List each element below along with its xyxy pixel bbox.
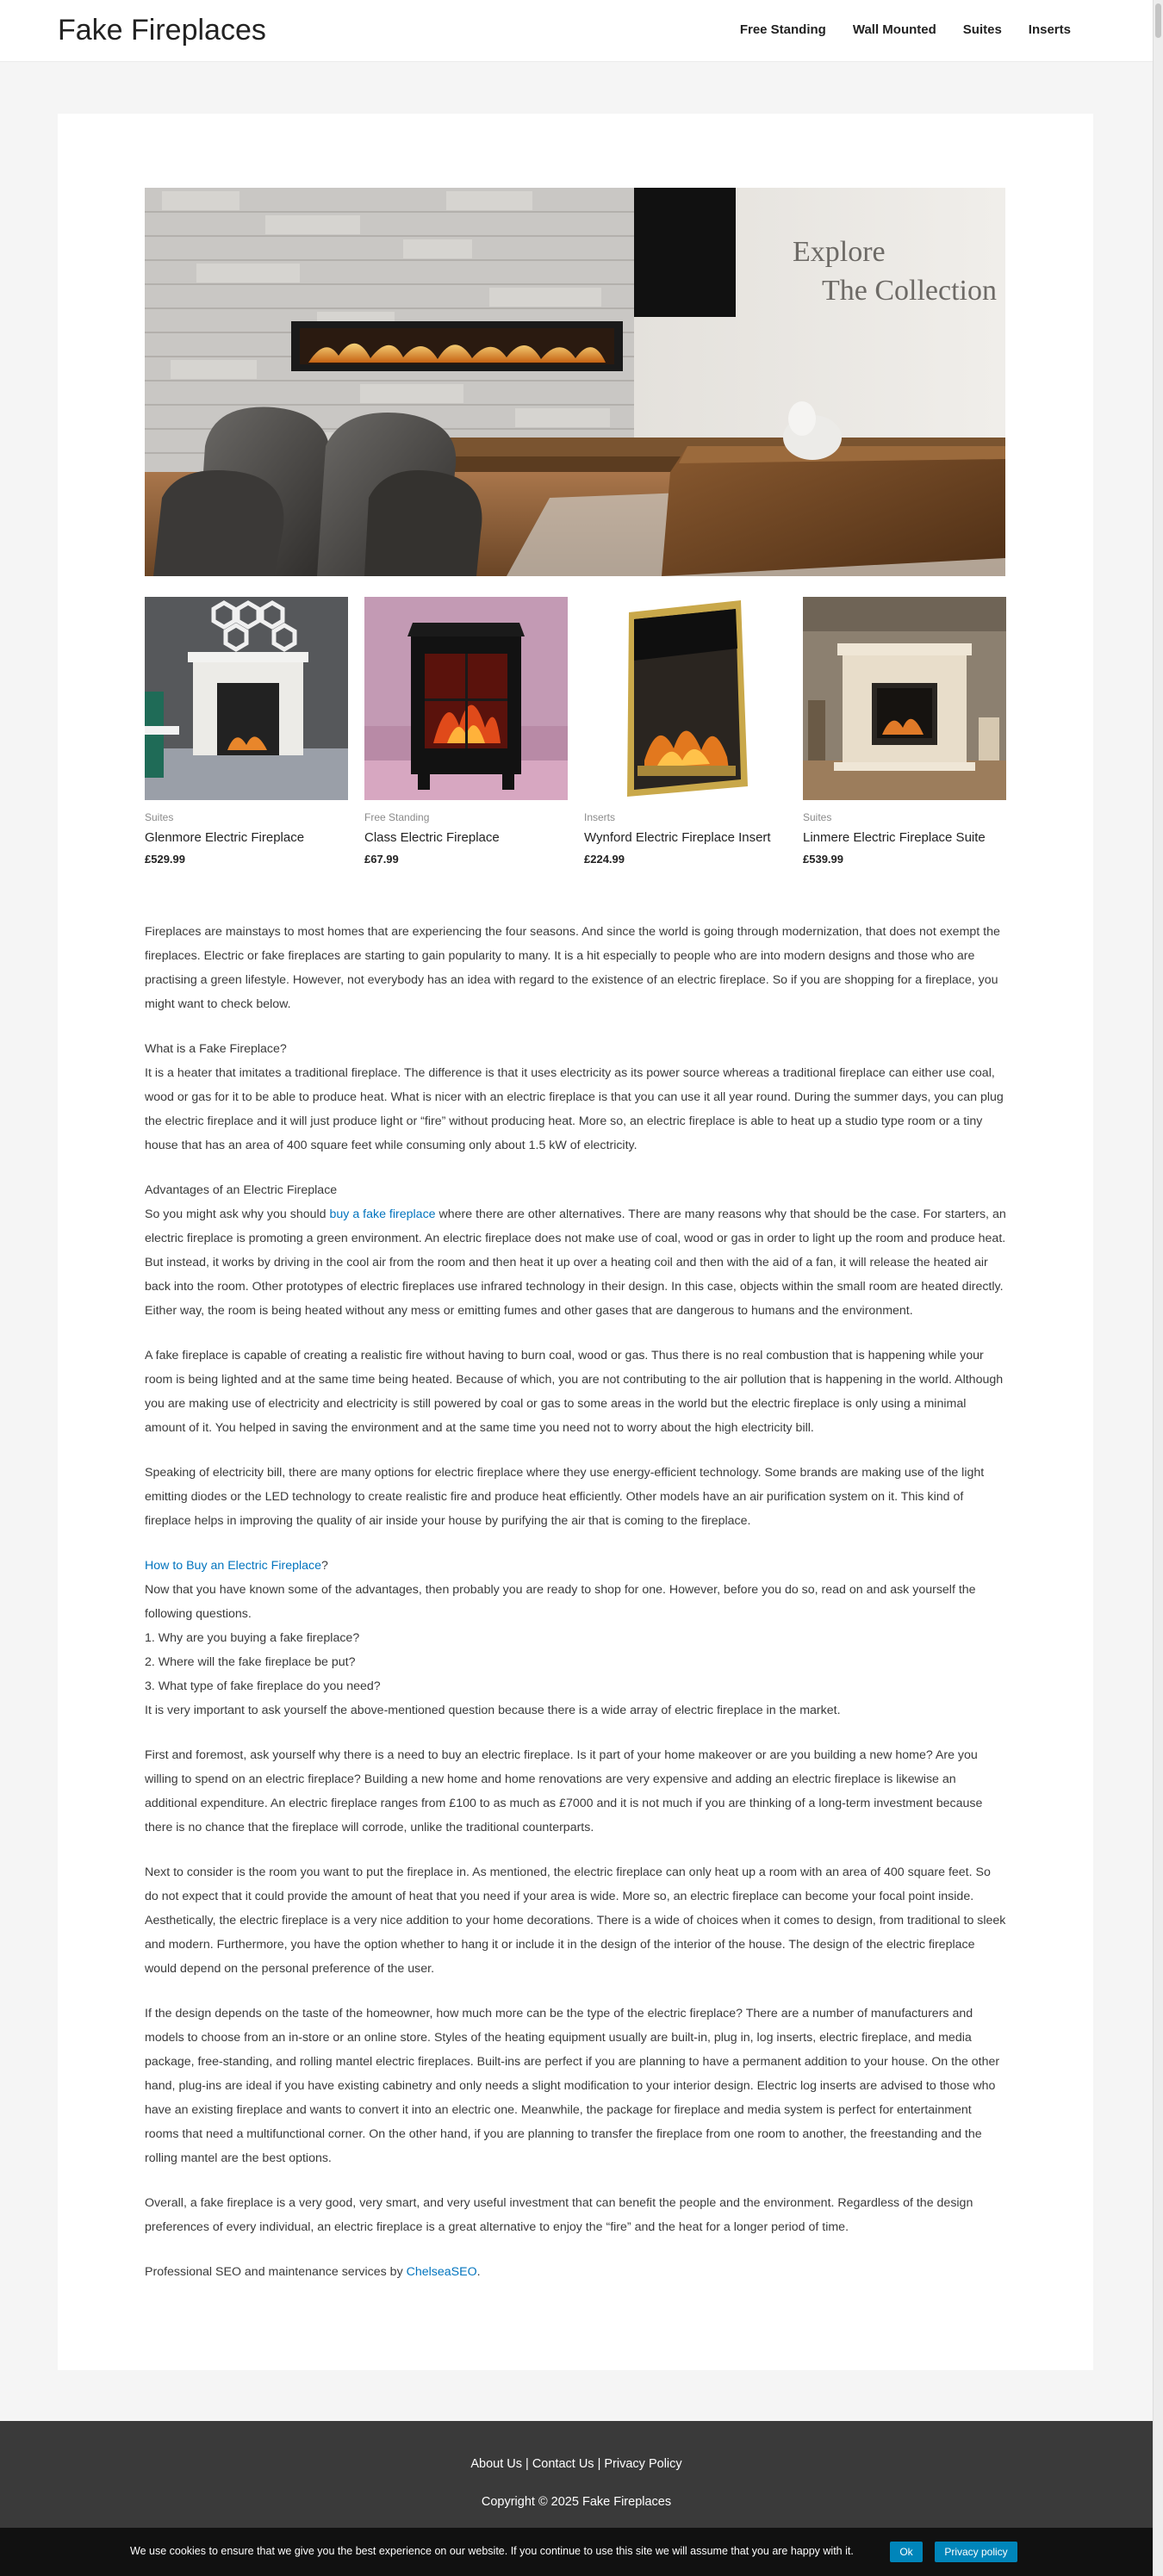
footer-separator: |: [522, 2457, 532, 2471]
product-price: £224.99: [584, 853, 625, 866]
product-category[interactable]: Suites: [145, 811, 174, 823]
product-card[interactable]: [584, 597, 787, 866]
main-nav: [713, 22, 1071, 37]
footer-about-link[interactable]: About Us: [470, 2457, 522, 2471]
site-header: [0, 0, 1153, 62]
product-card[interactable]: [364, 597, 568, 866]
product-price: £529.99: [145, 853, 185, 866]
heading-how-to-buy: [145, 1554, 1006, 1578]
product-name[interactable]: Linmere Electric Fireplace Suite: [803, 830, 986, 845]
footer-privacy-link[interactable]: Privacy Policy: [604, 2457, 682, 2471]
white-fireplace-suite-image[interactable]: [145, 597, 348, 800]
page-scrollbar[interactable]: [1153, 0, 1163, 2576]
product-card[interactable]: [145, 597, 348, 866]
question-item: 1. Why are you buying a fake fireplace?: [145, 1631, 360, 1645]
footer-links: [0, 2457, 1153, 2471]
product-name[interactable]: Class Electric Fireplace: [364, 830, 500, 845]
article-paragraph: A fake fireplace is capable of creating a realistic fire without having to burn coal, wood or gas. Thus there is no real combustion that is happening while your room is being lighted and at the same time being heated. Because of which, you are not contributing to the air pollution that is happening in the world. Although you are making use of electricity and electricity is still powered by coal or gas to some areas in the world but the electric fireplace is only using a minimal amount of it. You helped in saving the environment and at the same time you need not to worry about the high electricity bill.: [145, 1349, 1004, 1435]
article-paragraph: Overall, a fake fireplace is a very good, very smart, and very useful investment that can benefit the people and the environment. Regardless of the design preferences of every individual, an electric fireplace is a great alternative to enjoy the “fire” and the heat for a longer period of time.: [145, 2196, 973, 2234]
hero-banner[interactable]: [145, 188, 1005, 576]
cream-fireplace-suite-image[interactable]: [803, 597, 1006, 800]
cookie-text: We use cookies to ensure that we give you the best experience on our website. If you continue to use this site we will assume that you are happy with it.: [130, 2545, 854, 2557]
product-card[interactable]: [803, 597, 1006, 866]
nav-wall-mounted[interactable]: Wall Mounted: [852, 22, 936, 37]
product-name[interactable]: Glenmore Electric Fireplace: [145, 830, 305, 845]
product-price: £539.99: [803, 853, 843, 866]
brass-fireplace-insert-image[interactable]: [584, 597, 787, 800]
text-span: Professional SEO and maintenance services by: [145, 2265, 407, 2279]
question-item: 2. Where will the fake fireplace be put?: [145, 1655, 356, 1669]
product-category[interactable]: Inserts: [584, 811, 616, 823]
nav-inserts[interactable]: Inserts: [1028, 22, 1071, 37]
cookie-ok-button[interactable]: Ok: [890, 2542, 923, 2562]
cookie-banner: [0, 2528, 1153, 2576]
black-stove-fireplace-image[interactable]: [364, 597, 568, 800]
text-span: where there are other alternatives. There are many reasons why that should be the case. For starters, an electric fireplace is promoting a green environment. An electric fireplace does not make use of coal, wood or gas in order to light up the room and produce heat. But instead, it works by driving in the cool air from the room and then heat it up over a heating coil and then with the aid of a fan, it will release the heated air back into the room. Other prototypes of electric fireplaces use infrared technology in their design. In this case, objects within the small room are heated directly. Either way, the room is being heated without any mess or emitting fumes and other gases that are dangerous to humans and the environment.: [145, 1207, 1006, 1318]
hero-caption-line1: Explore: [793, 236, 886, 268]
article-intro: Fireplaces are mainstays to most homes that are experiencing the four seasons. And since the world is going through modernization, that does not exempt the fireplaces. Electric or fake fireplaces are starting to gain popularity to many. It is a hit especially to people who are into modern designs and those who are practising a green lifestyle. However, not everybody has an idea with regard to the existence of an electric fireplace. So if you are shopping for a fireplace, you might want to check below.: [145, 925, 1000, 1011]
article-paragraph: Next to consider is the room you want to put the fireplace in. As mentioned, the electric fireplace can only heat up a room with an area of 400 square feet. So do not expect that it could provide the amount of heat that you need if your area is wide. More so, an electric fireplace can become your focal point inside. Aesthetically, the electric fireplace is a very nice addition to your home decorations. There is a wide of choices when it comes to design, from traditional to sleek and modern. Furthermore, you have the option whether to hang it or include it in the design of the interior of the house. The design of the electric fireplace would depend on the personal preference of the user.: [145, 1865, 1006, 1976]
text-span: So you might ask why you should: [145, 1207, 330, 1221]
scrollbar-thumb[interactable]: [1155, 3, 1161, 38]
hero-caption: [793, 233, 997, 310]
footer-contact-link[interactable]: Contact Us: [532, 2457, 594, 2471]
article-paragraph: If the design depends on the taste of the homeowner, how much more can be the type of the electric fireplace? There are a number of manufacturers and models to choose from an in-store or an online store. Styles of the heating equipment usually are built-in, plug in, log inserts, electric fireplace, and media package, free-standing, and rolling mantel electric fireplaces. Built-ins are perfect if you are planning to have a permanent addition to your house. On the other hand, plug-ins are ideal if you have existing cabinetry and only needs a slight modification to your interior design. Electric log inserts are advised to those who have an existing fireplace and wants to convert it into an electric one. Meanwhile, the package for fireplace and media system is perfect for entertainment rooms that need a multifunctional corner. On the other hand, if you are planning to transfer the fireplace from one room to another, the freestanding and the rolling mantel are the best options.: [145, 2007, 1000, 2165]
article-paragraph: Now that you have known some of the advantages, then probably you are ready to shop for one. However, before you do so, read on and ask yourself the following questions.: [145, 1583, 976, 1621]
article-paragraph: It is a heater that imitates a traditional fireplace. The difference is that it uses electricity as its power source whereas a traditional fireplace can either use coal, wood or gas for it to be able to produce heat. What is nicer with an electric fireplace is that you can use it all year round. During the summer days, you can plug the electric fireplace and it will just produce light or “fire” without producing heat. More so, an electric fireplace is able to heat up a studio type room or a tiny house that has an area of 400 square feet while consuming only about 1.5 kW of electricity.: [145, 1066, 1004, 1152]
cookie-privacy-button[interactable]: Privacy policy: [935, 2542, 1017, 2562]
product-category[interactable]: Free Standing: [364, 811, 430, 823]
article-body: [145, 920, 1006, 2305]
heading-what-is-fake-fireplace: What is a Fake Fireplace?: [145, 1042, 287, 1056]
article-paragraph: Speaking of electricity bill, there are many options for electric fireplace where they use energy-efficient technology. Some brands are making use of the light emitting diodes or the LED technology to create realistic fire and produce heat efficiently. Other models have an air purification system on it. This kind of fireplace helps in improving the quality of air inside your house by purifying the air that is coming to the fireplace.: [145, 1466, 985, 1528]
nav-free-standing[interactable]: Free Standing: [739, 22, 826, 37]
text-span: ?: [321, 1559, 328, 1573]
text-span: .: [476, 2265, 481, 2279]
site-title[interactable]: Fake Fireplaces: [58, 14, 266, 47]
chelseaseo-link[interactable]: ChelseaSEO: [406, 2265, 477, 2279]
nav-suites[interactable]: Suites: [962, 22, 1002, 37]
footer-separator: |: [594, 2457, 605, 2471]
article-paragraph: [145, 1202, 1006, 1323]
how-to-buy-link[interactable]: How to Buy an Electric Fireplace: [145, 1559, 322, 1573]
article-credit: [145, 2260, 1006, 2284]
article-paragraph: First and foremost, ask yourself why there is a need to buy an electric fireplace. Is it part of your home makeover or are you building a new home? Are you willing to spend on an electric fireplace? Building a new home and home renovations are very expensive and adding an electric fireplace is likewise an additional expenditure. An electric fireplace ranges from £100 to as much as £7000 and it is not much if you are thinking of a long-term investment because there is no chance that the fireplace will corrode, unlike the traditional counterparts.: [145, 1748, 983, 1834]
heading-advantages: Advantages of an Electric Fireplace: [145, 1183, 338, 1197]
product-price: £67.99: [364, 853, 399, 866]
buy-fake-fireplace-link[interactable]: buy a fake fireplace: [329, 1207, 436, 1221]
copyright: Copyright © 2025 Fake Fireplaces: [481, 2495, 672, 2509]
question-item: 3. What type of fake fireplace do you need?: [145, 1679, 381, 1693]
product-category[interactable]: Suites: [803, 811, 832, 823]
article-paragraph: It is very important to ask yourself the above-mentioned question because there is a wide array of electric fireplace in the market.: [145, 1704, 841, 1717]
product-name[interactable]: Wynford Electric Fireplace Insert: [584, 830, 771, 845]
hero-caption-line2: The Collection: [822, 275, 998, 307]
